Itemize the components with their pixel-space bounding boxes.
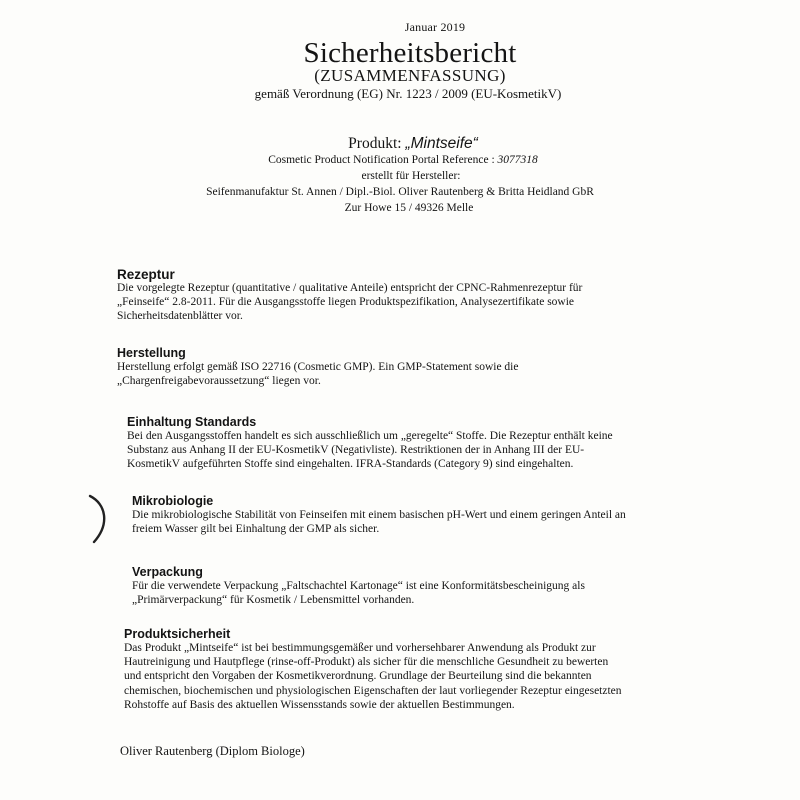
product-line xyxy=(26,136,800,152)
page-curl-mark xyxy=(86,494,112,544)
report-subtitle: (ZUSAMMENFASSUNG) xyxy=(314,66,506,85)
cpnp-number: 3077318 xyxy=(497,154,538,166)
section-text-line: KosmetikV aufgeführten Stoffe sind eingehalten. IFRA-Standards (Category 9) sind eingehalten. xyxy=(127,458,574,471)
section-heading: Herstellung xyxy=(117,346,186,360)
cpnp-label: Cosmetic Product Notification Portal Reference : xyxy=(268,154,498,166)
regulation-reference: gemäß Verordnung (EG) Nr. 1223 / 2009 (EU-KosmetikV) xyxy=(254,86,562,101)
section-text-line: Das Produkt „Mintseife“ ist bei bestimmungsgemäßer und vorhersehbarer Anwendung als Produkt zur xyxy=(124,642,596,654)
section-text-line: Bei den Ausgangsstoffen handelt es sich ausschließlich um „geregelte“ Stoffe. Die Rezeptur enthält keine xyxy=(127,430,613,442)
section-text-line: „Feinseife“ 2.8-2011. Für die Ausgangsstoffe liegen Produktspezifikation, Analysezertifikate sowie xyxy=(117,296,575,309)
section-text-line: Substanz aus Anhang II der EU-KosmetikV (Negativliste). Restriktionen der in Anhang III der EU- xyxy=(127,444,585,457)
section-text-line: chemischen, biochemischen und physiologischen Eigenschaften der laut vorliegender Rezeptur eingesetzten xyxy=(124,684,622,697)
section-text-line: und entspricht den Vorgaben der Kosmetikverordnung. Grundlage der Beurteilung sind die bekannten xyxy=(124,670,592,683)
section-heading: Verpackung xyxy=(132,565,203,579)
product-block xyxy=(0,136,800,216)
section-text-line: Für die verwendete Verpackung „Faltschachtel Kartonage“ ist eine Konformitätsbescheinigung als xyxy=(132,580,585,592)
product-name: „Mintseife“ xyxy=(405,135,478,152)
created-for-label: erstellt für Hersteller: xyxy=(361,170,461,182)
section-text-line: „Primärverpackung“ für Kosmetik / Lebensmittel vorhanden. xyxy=(132,594,415,607)
cpnp-reference xyxy=(6,152,800,168)
section-text-line: Rohstoffe auf Basis des aktuellen Wissensstands sowie der aktuellen Bestimmungen. xyxy=(124,698,515,711)
section-text-line: Hautreinigung und Hautpflege (rinse-off-Produkt) als sicher für die menschliche Gesundheit zu bewerten xyxy=(124,656,609,669)
section-text-line: Sicherheitsdatenblätter vor. xyxy=(117,310,243,323)
section-herstellung xyxy=(117,347,677,388)
report-title: Sicherheitsbericht xyxy=(303,37,517,69)
report-header xyxy=(0,20,800,102)
section-heading: Einhaltung Standards xyxy=(127,415,257,429)
section-heading: Produktsicherheit xyxy=(124,627,231,641)
section-text-line: Die vorgelegte Rezeptur (quantitative / qualitative Anteile) entspricht der CPNC-Rahmenrezeptur für xyxy=(117,282,583,294)
section-heading: Rezeptur xyxy=(117,267,175,282)
section-rezeptur xyxy=(117,268,677,324)
section-heading: Mikrobiologie xyxy=(132,494,214,508)
section-text-line: Die mikrobiologische Stabilität von Feinseifen mit einem basischen pH-Wert und einem geringen Anteil an xyxy=(132,509,626,521)
section-produktsicherheit xyxy=(124,628,664,712)
section-mikrobiologie xyxy=(132,495,642,536)
report-date: Januar 2019 xyxy=(404,20,466,34)
section-text-line: „Chargenfreigabevoraussetzung“ liegen vor. xyxy=(117,375,321,388)
signature-line: Oliver Rautenberg (Diplom Biologe) xyxy=(120,744,305,758)
section-verpackung xyxy=(132,566,632,607)
section-text-line: freiem Wasser gilt bei Einhaltung der GMP als sicher. xyxy=(132,523,380,536)
manufacturer-name: Seifenmanufaktur St. Annen / Dipl.-Biol. Oliver Rautenberg & Britta Heidland GbR xyxy=(206,186,594,198)
section-einhaltung-standards xyxy=(127,416,627,472)
section-text-line: Herstellung erfolgt gemäß ISO 22716 (Cosmetic GMP). Ein GMP-Statement sowie die xyxy=(117,361,519,373)
product-label: Produkt: xyxy=(348,135,406,152)
manufacturer-address: Zur Howe 15 / 49326 Melle xyxy=(344,202,474,214)
